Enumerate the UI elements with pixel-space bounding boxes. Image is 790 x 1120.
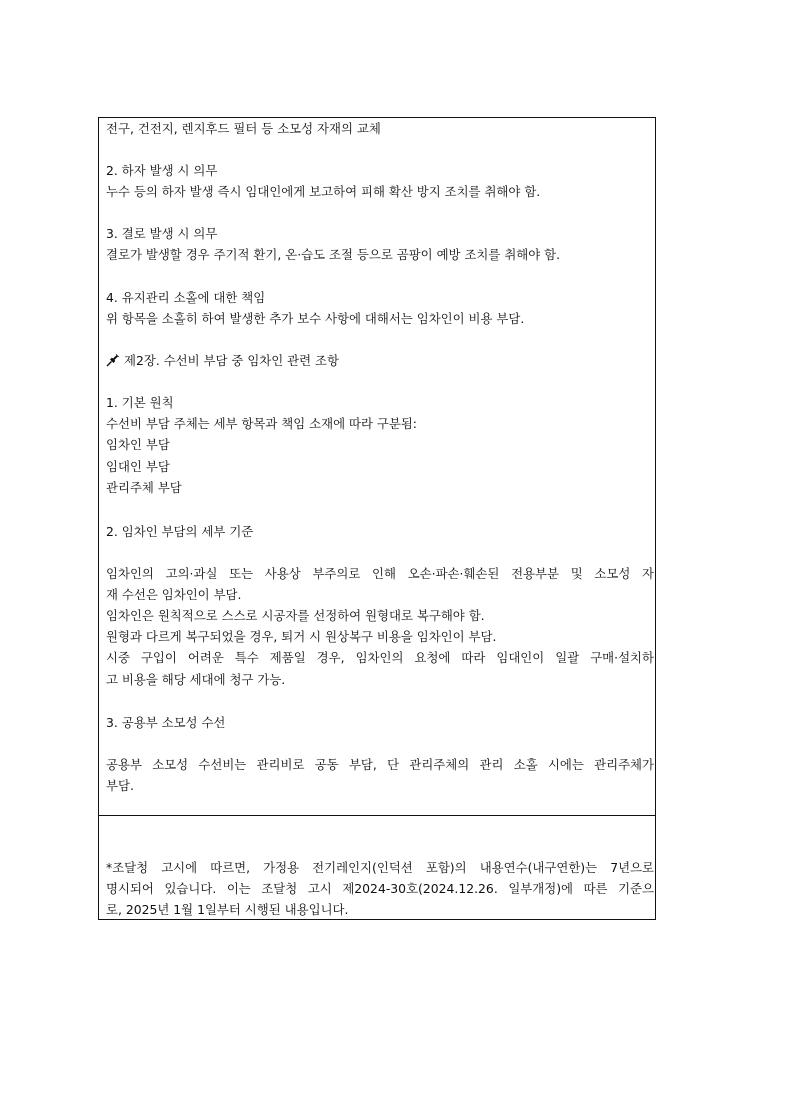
text-line: 수선비 부담 주체는 세부 항목과 책임 소재에 따라 구분됨: [106,416,417,431]
chapter-title: 제2장. 수선비 부담 중 임차인 관련 조항 [124,353,339,368]
text-line: 임차인은 원칙적으로 스스로 시공자를 선정하여 원형대로 복구해야 함. [106,608,485,623]
section-heading: 3. 공용부 소모성 수선 [106,715,226,730]
list-item: 관리주체 부담 [106,480,182,495]
content-box [98,117,656,920]
pushpin-icon [106,353,120,367]
text-line: 위 항목을 소홀히 하여 발생한 추가 보수 사항에 대해서는 임차인이 비용 부담. [106,311,525,326]
section-heading: 4. 유지관리 소홀에 대한 책임 [106,290,266,305]
footnote-line: 로, 2025년 1월 1일부터 시행된 내용입니다. [106,902,349,917]
text-line: 부담. [106,778,134,793]
text-line: 전구, 건전지, 렌지후드 필터 등 소모성 자재의 교체 [106,121,381,136]
text-line: 시중 구입이 어려운 특수 제품일 경우, 임차인의 요청에 따라 임대인이 일괄 구매·설치하 [106,650,654,665]
text-line: 원형과 다르게 복구되었을 경우, 퇴거 시 원상복구 비용을 임차인이 부담. [106,629,497,644]
section-heading: 1. 기본 원칙 [106,395,174,410]
text-line: 고 비용을 해당 세대에 청구 가능. [106,672,286,687]
text-line: 누수 등의 하자 발생 즉시 임대인에게 보고하여 피해 확산 방지 조치를 취해야 함. [106,184,541,199]
text-line: 공용부 소모성 수선비는 관리비로 공동 부담, 단 관리주체의 관리 소홀 시에는 관리주체가 [106,757,654,772]
list-item: 임대인 부담 [106,459,170,474]
section-heading: 3. 결로 발생 시 의무 [106,226,218,241]
section-heading: 2. 하자 발생 시 의무 [106,163,218,178]
text-line: 재 수선은 임차인이 부담. [106,587,242,602]
footnote-line: 명시되어 있습니다. 이는 조달청 고시 제2024-30호(2024.12.26. 일부개정)에 따른 기준으 [106,881,654,896]
text-line: 임차인의 고의·과실 또는 사용상 부주의로 인해 오손·파손·훼손된 전용부분 및 소모성 자 [106,566,654,581]
chapter-heading [106,350,654,371]
list-item: 임차인 부담 [106,437,170,452]
section-divider [99,815,655,816]
section-heading: 2. 임차인 부담의 세부 기준 [106,524,254,539]
footnote-line: *조달청 고시에 따르면, 가정용 전기레인지(인덕션 포함)의 내용연수(내구연한)는 7년으로 [106,860,654,875]
text-line: 결로가 발생할 경우 주기적 환기, 온·습도 조절 등으로 곰팡이 예방 조치를 취해야 함. [106,247,561,262]
